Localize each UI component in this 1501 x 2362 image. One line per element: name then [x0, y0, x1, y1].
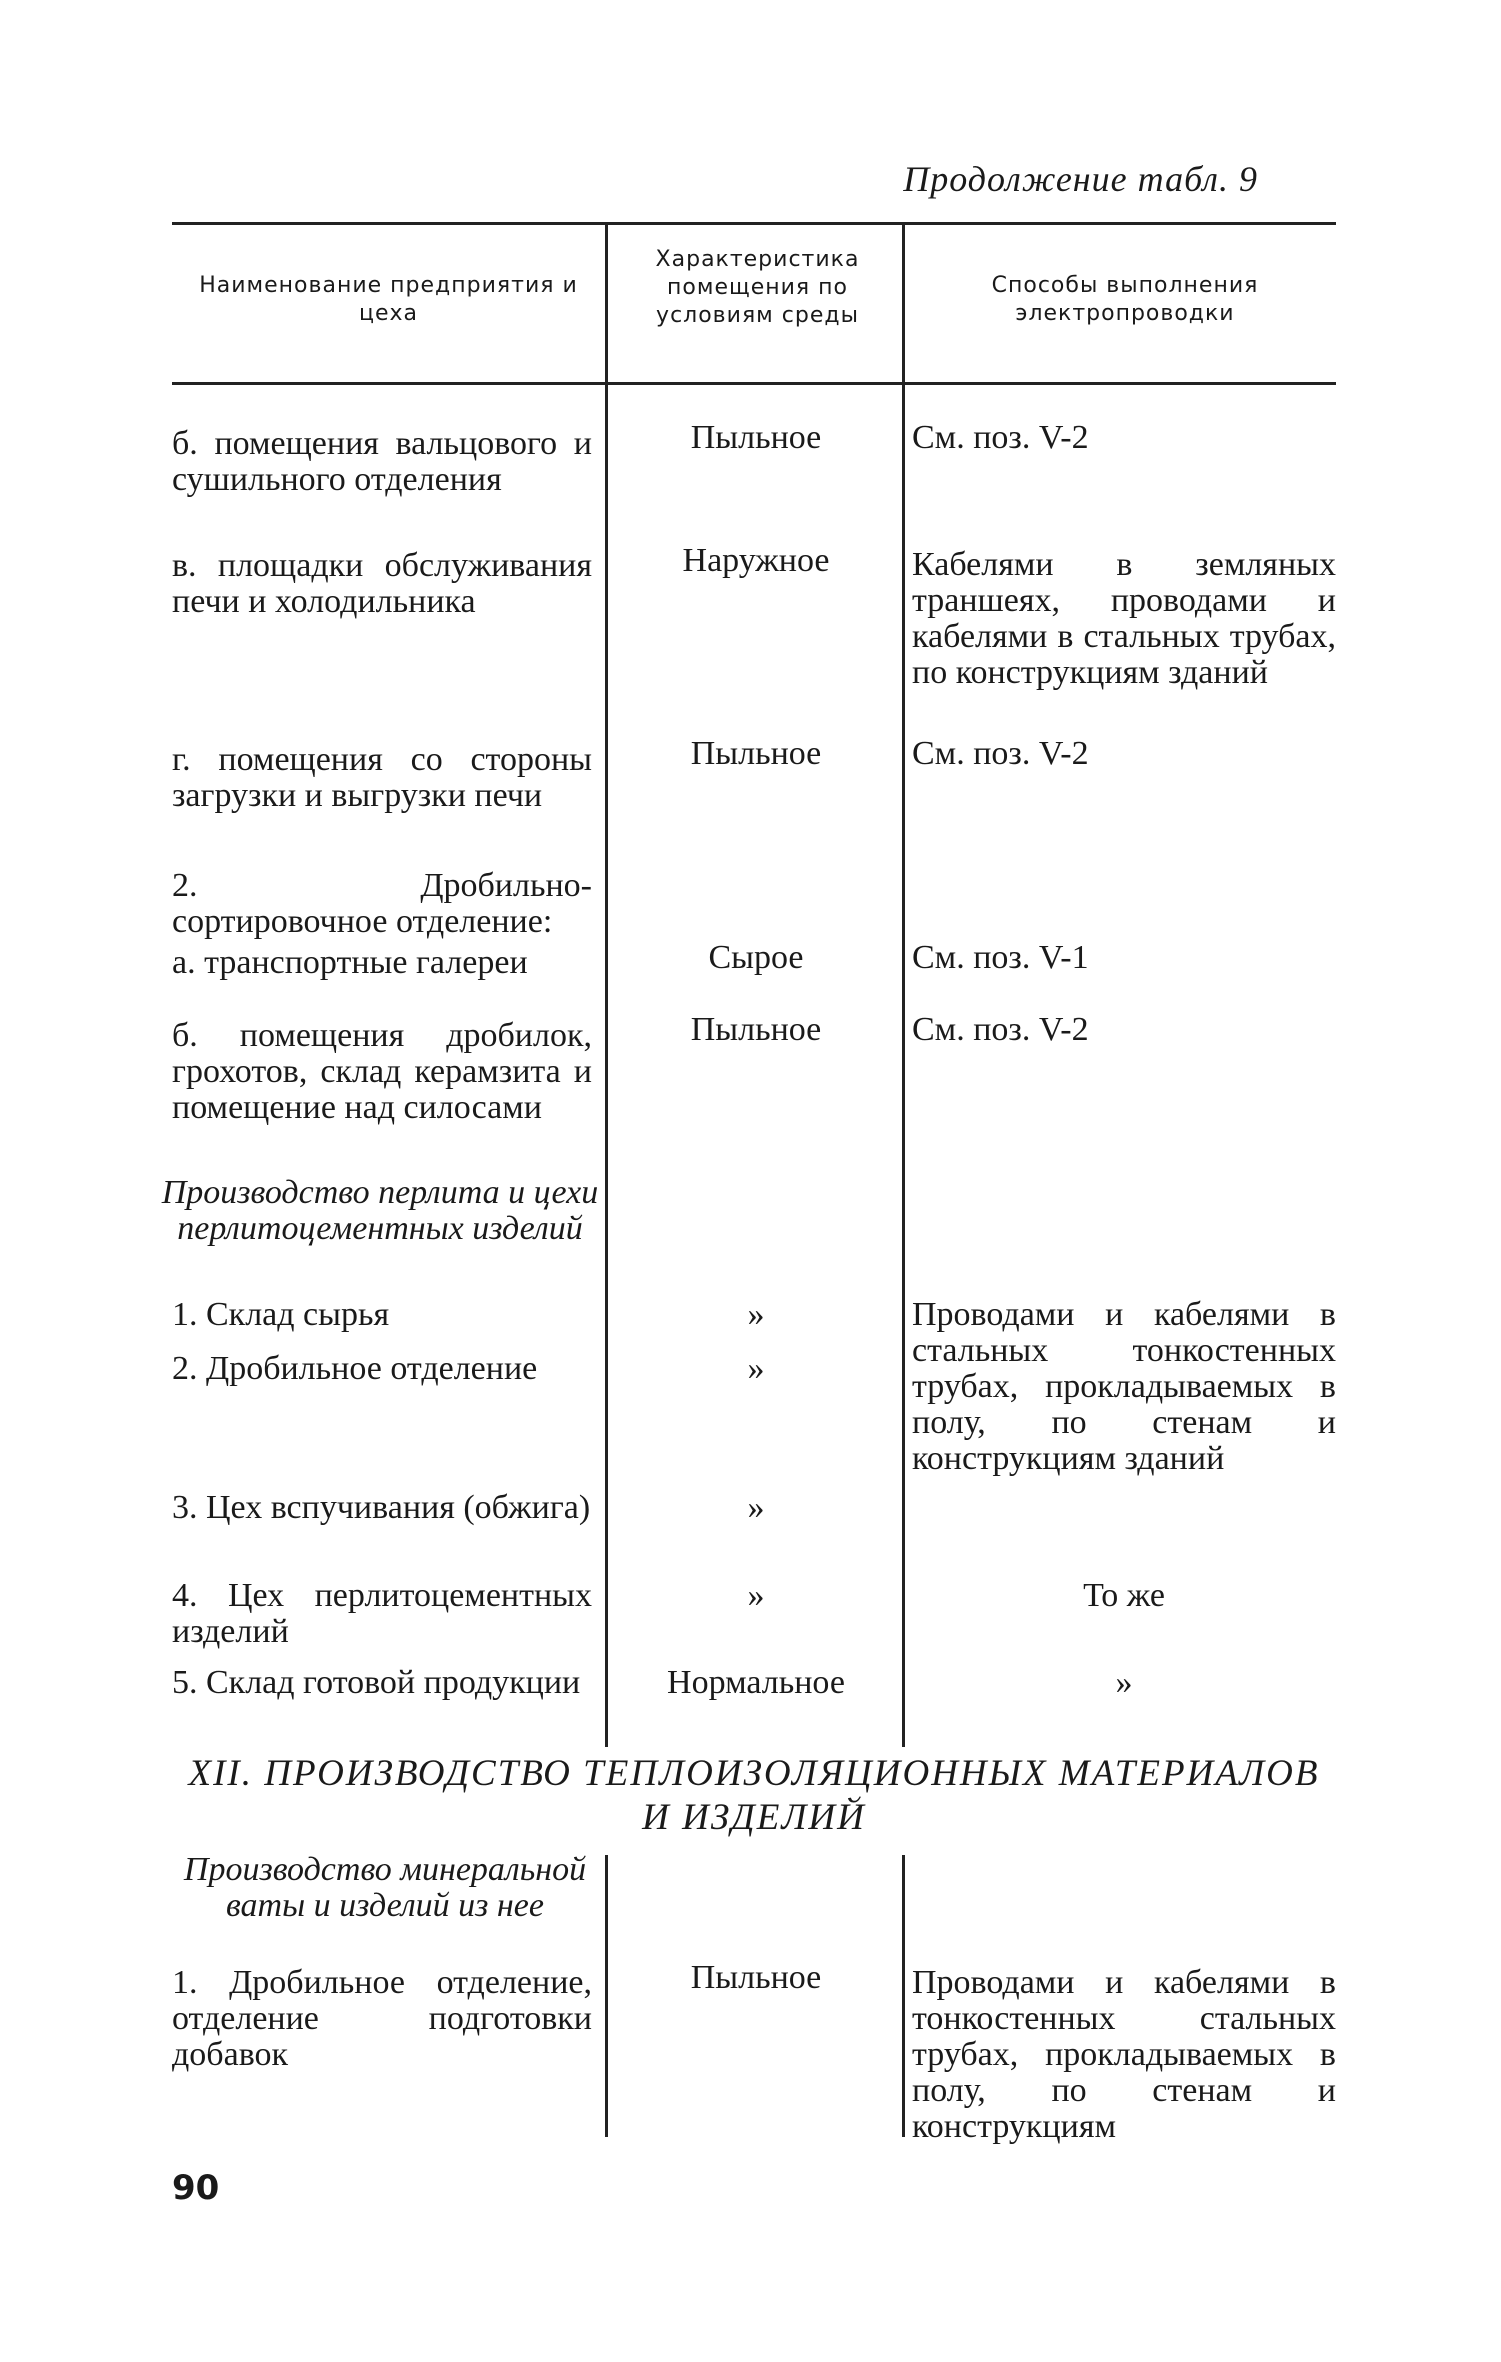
row-wiring-method: Проводами и кабелями в стальных тонкостенных трубах, прокладываемых в полу, по стенам и конструкциям зданий	[912, 1296, 1336, 1477]
row-name: в. площадки обслуживания печи и холодильника	[172, 547, 592, 620]
row-wiring-method: См. поз. V-1	[912, 939, 1089, 976]
row-wiring-method: См. поз. V-2	[912, 419, 1089, 456]
row-environment: Пыльное	[690, 1011, 822, 1048]
row-wiring-method: См. поз. V-2	[912, 735, 1089, 772]
header-col-name: Наименование предприятия и цеха	[199, 273, 578, 326]
subsection-heading: Производство минеральной ваты и изделий из нее	[183, 1851, 587, 1924]
row-environment: Пыльное	[690, 1959, 822, 1996]
row-environment: »	[747, 1577, 765, 1614]
header-bottom-rule	[172, 382, 1336, 385]
row-wiring-method: См. поз. V-2	[912, 1011, 1089, 1048]
row-environment: Наружное	[682, 542, 830, 579]
row-name: 2. Дробильно-сортировочное отделение:	[172, 867, 592, 940]
column-divider-1	[605, 222, 608, 1747]
header-col-environment: Характеристика помещения по условиям среды	[655, 247, 860, 328]
section-title: XII. ПРОИЗВОДСТВО ТЕПЛОИЗОЛЯЦИОННЫХ МАТЕРИАЛОВ И ИЗДЕЛИЙ	[188, 1753, 1320, 1838]
row-wiring-method: То же	[1083, 1577, 1165, 1614]
row-environment: »	[747, 1489, 765, 1526]
column-divider-1	[605, 1855, 608, 2137]
row-wiring-method: Проводами и кабелями в тонкостенных стальных трубах, прокладываемых в полу, по стенам и конструкциям	[912, 1964, 1336, 2145]
row-environment: Пыльное	[690, 735, 822, 772]
row-environment: Нормальное	[667, 1664, 845, 1701]
table-continuation-label: Продолжение табл. 9	[903, 159, 1258, 199]
row-name: 1. Склад сырья	[172, 1296, 390, 1333]
row-name: г. помещения со стороны загрузки и выгрузки печи	[172, 741, 592, 814]
column-divider-2	[902, 222, 905, 1747]
page-number: 90	[172, 2168, 220, 2208]
row-name: а. транспортные галереи	[172, 944, 528, 981]
row-name: 2. Дробильное отделение	[172, 1350, 538, 1387]
row-name: 1. Дробильное отделение, отделение подготовки добавок	[172, 1964, 592, 2073]
row-name: 4. Цех перлитоцементных изделий	[172, 1577, 592, 1650]
row-environment: Сырое	[708, 939, 804, 976]
subsection-heading: Производство перлита и цехи перлитоцементных изделий	[161, 1174, 599, 1247]
header-col-wiring-method: Способы выполнения электропроводки	[991, 273, 1259, 326]
column-divider-2	[902, 1855, 905, 2137]
row-environment: »	[747, 1296, 765, 1333]
row-environment: Пыльное	[690, 419, 822, 456]
row-environment: »	[747, 1350, 765, 1387]
row-name: б. помещения дробилок, грохотов, склад керамзита и помещение над силосами	[172, 1017, 592, 1126]
row-name: 5. Склад готовой продукции	[172, 1664, 581, 1701]
row-name: б. помещения вальцового и сушильного отделения	[172, 425, 592, 498]
row-wiring-method: »	[1115, 1664, 1133, 1701]
row-name: 3. Цех вспучивания (обжига)	[172, 1489, 591, 1526]
header-top-rule	[172, 222, 1336, 225]
row-wiring-method: Кабелями в земляных траншеях, проводами и кабелями в стальных трубах, по конструкциям зданий	[912, 546, 1336, 691]
